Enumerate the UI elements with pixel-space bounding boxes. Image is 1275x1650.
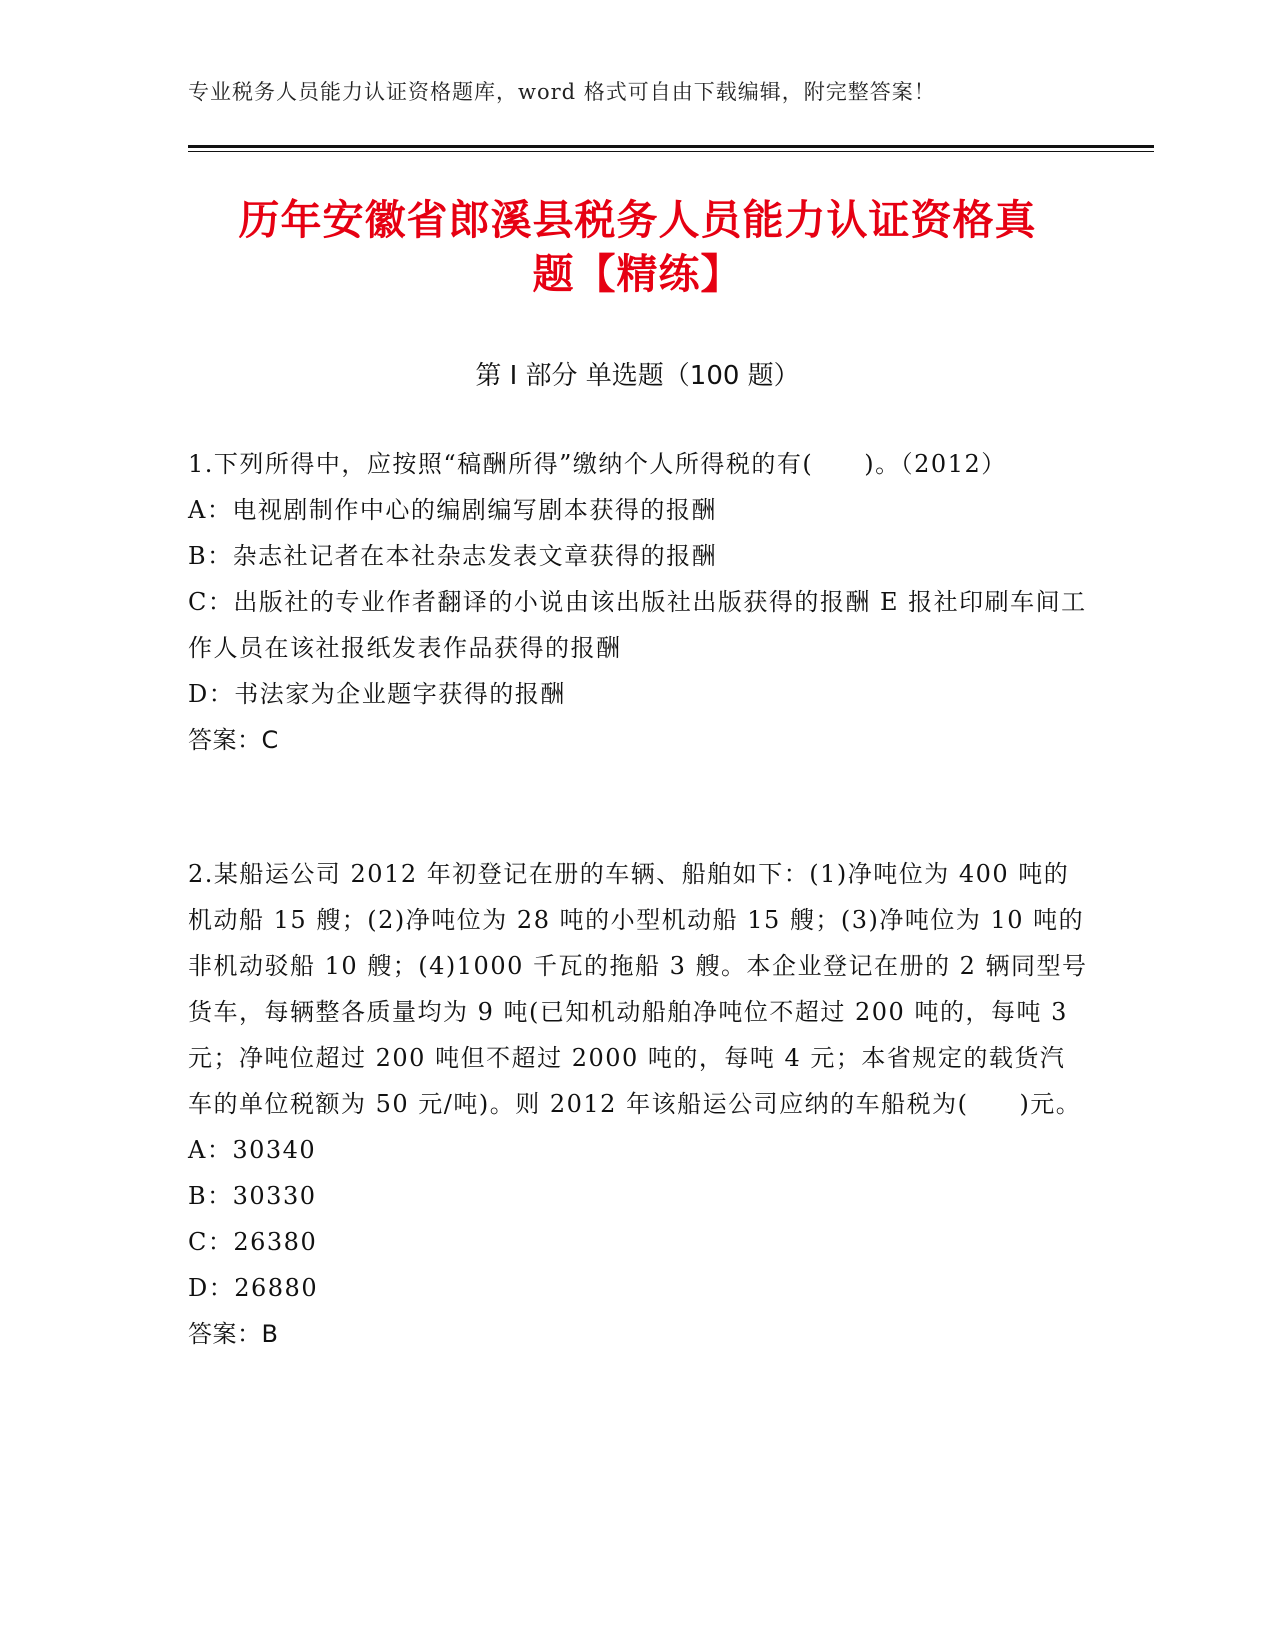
question-2 (188, 851, 1088, 1357)
option-d: D：书法家为企业题字获得的报酬 (188, 680, 566, 708)
answer-label: 答案：B (188, 1320, 279, 1348)
answer-label: 答案：C (188, 726, 279, 754)
option-c: C：26380 (188, 1228, 318, 1256)
question-stem: 2.某船运公司 2012 年初登记在册的车辆、船舶如下：(1)净吨位为 400 吨的机动船 15 艘；(2)净吨位为 28 吨的小型机动船 15 艘；(3)净吨位为 10 吨的非机动驳船 10 艘；(4)1000 千瓦的拖船 3 艘。本企业登记在册的 2 辆同型号货车，每辆整各质量均为 9 吨(已知机动船舶净吨位不超过 200 吨的，每吨 3 元；净吨位超过 200 吨但不超过 2000 吨的，每吨 4 元；本省规定的载货汽车的单位税额为 50 元/吨)。则 2012 年该船运公司应纳的车船税为( )元。 (188, 860, 1088, 1118)
document-title-line-2: 题【精练】 (532, 250, 743, 298)
document-title-line-1: 历年安徽省郎溪县税务人员能力认证资格真 (238, 196, 1037, 244)
option-b: B：杂志社记者在本社杂志发表文章获得的报酬 (188, 542, 718, 570)
option-a: A：电视剧制作中心的编剧编写剧本获得的报酬 (188, 496, 717, 524)
question-stem: 1.下列所得中，应按照“稿酬所得”缴纳个人所得税的有( )。（2012） (188, 450, 1007, 478)
option-c: C：出版社的专业作者翻译的小说由该出版社出版获得的报酬 E 报社印刷车间工作人员在该社报纸发表作品获得的报酬 (188, 588, 1087, 662)
option-d: D：26880 (188, 1274, 319, 1302)
option-b: B：30330 (188, 1182, 317, 1210)
header-note: 专业税务人员能力认证资格题库，word 格式可自由下载编辑，附完整答案！ (188, 80, 936, 104)
header-rule-thick (188, 145, 1154, 148)
section-heading: 第 I 部分 单选题（100 题） (475, 361, 800, 391)
header-rule-thin (188, 151, 1154, 152)
question-1 (188, 441, 1088, 763)
option-a: A：30340 (188, 1136, 317, 1164)
document-title (150, 193, 1125, 301)
